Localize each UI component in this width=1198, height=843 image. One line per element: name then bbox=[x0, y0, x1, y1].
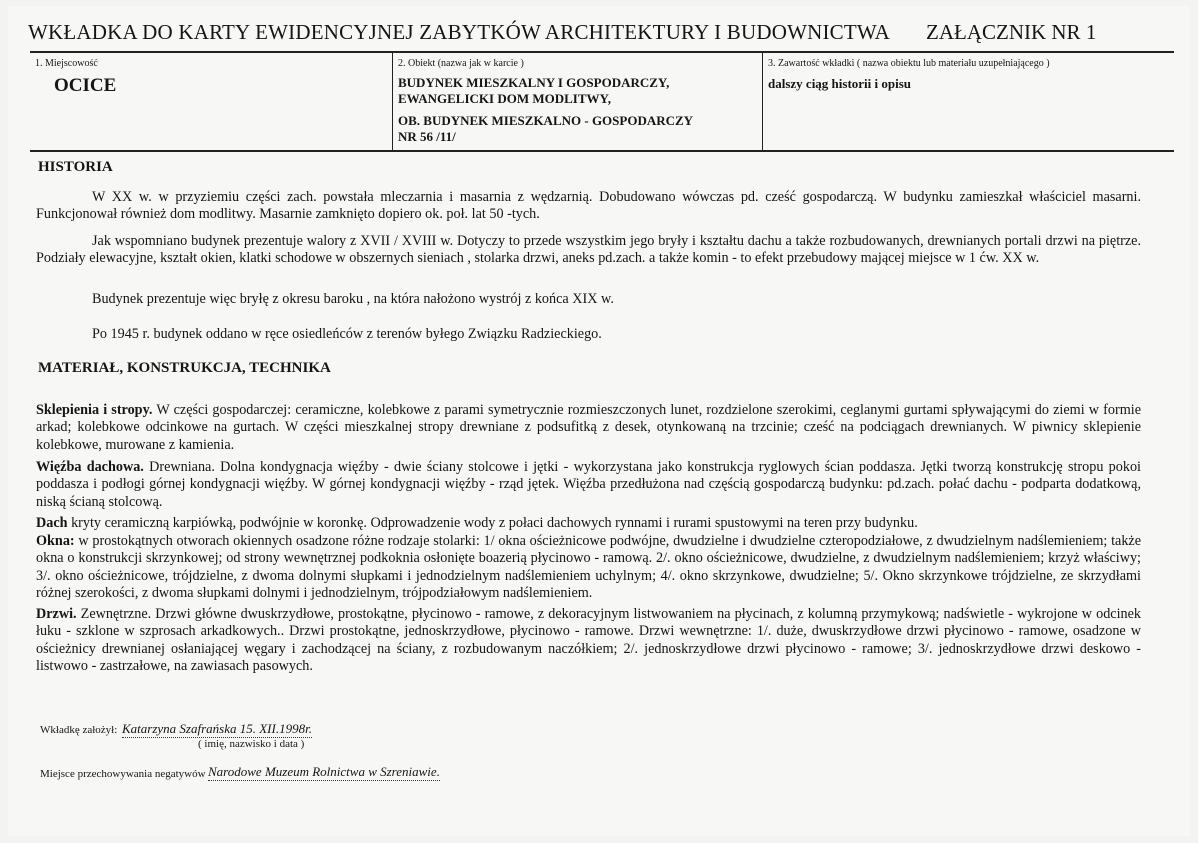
windows-paragraph bbox=[36, 533, 1141, 602]
windows-text: w prostokątnych otworach okiennych osadzone różne rodzaje stolarki: 1/ okna ościeżnicowe podwójne, dwudzielne i dwudzielne czteropodziałowe, z dwudzielnym nadślemieniem; także okna o konstrukcji skrzynkowej; od strony wewnętrznej podkoknia osłonięte boazerią płycinowo - ramową. 2/. okno ościeżnicowe, dwudzielne, z dwudzielnym nadślemieniem; krzyż właściwy; 3/. okno ościeżnicowe, trójdzielne, z dwoma dolnymi słupkami i jednodzielnym nadślemieniem uchylnym; 4/. okno skrzynkowe, dwudzielne; 5/. Okno skrzynkowe trójdzielne, ze skrzydłami różnej szerokości, z dwoma słupkami dolnymi i jednodzielnym, trójpodziałowym nadślemieniem. bbox=[36, 533, 1142, 601]
history-paragraph-4-text: Po 1945 r. budynek oddano w ręce osiedleńców z terenów byłego Związku Radzieckiego. bbox=[92, 326, 602, 342]
history-paragraph-1-text: W XX w. w przyziemiu części zach. powstała mleczarnia i masarnia z wędzarnią. Dobudowano wówczas pd. cześć gospodarczą. W budynku zamieszkał właściciel masarni. Funkcjonował również dom modlitwy. Masarnie zamknięto dopiero ok. poł. lat 50 -tych. bbox=[36, 189, 1141, 223]
place-cell bbox=[30, 53, 392, 150]
author-hint: ( imię, nazwisko i data ) bbox=[198, 738, 305, 750]
doors-paragraph bbox=[36, 606, 1141, 675]
history-paragraph-2 bbox=[36, 233, 1141, 268]
history-paragraph-4 bbox=[36, 326, 1141, 343]
history-paragraph-3 bbox=[36, 291, 1141, 308]
vaults-title: Sklepienia i stropy. bbox=[36, 402, 153, 418]
object-name-line-3: OB. BUDYNEK MIESZKALNO - GOSPODARCZY bbox=[398, 113, 694, 128]
history-paragraph-1 bbox=[36, 189, 1141, 224]
author-label: Wkładkę założył: bbox=[40, 724, 118, 736]
windows-title: Okna: bbox=[36, 533, 75, 549]
roof-paragraph bbox=[36, 515, 1141, 532]
header-fields-table bbox=[30, 51, 1174, 152]
content-value: dalszy ciąg historii i opisu bbox=[768, 76, 912, 91]
truss-title: Więźba dachowa. bbox=[36, 459, 144, 475]
storage-value: Narodowe Muzeum Rolnictwa w Szreniawie. bbox=[208, 764, 440, 779]
material-heading: MATERIAŁ, KONSTRUKCJA, TECHNIKA bbox=[38, 360, 331, 376]
object-label: 2. Obiekt (nazwa jak w karcie ) bbox=[398, 58, 524, 69]
truss-text: Drewniana. Dolna kondygnacja więźby - dwie ściany stolcowe i jętki - wykorzystana jako konstrukcja ryglowych ścian poddasza. Jętki tworzą konstrukcję stropu pokoi poddasza i podłogi górnej kondygnacji więźby. W górnej kondygnacji więźby - rząd jętek. Więźba przedłużona nad częścią gospodarczą budynku: pd.zach. połać dachu - podparta dodatkową, niską ścianą stolcową. bbox=[36, 459, 1141, 510]
doors-text: Zewnętrzne. Drzwi główne dwuskrzydłowe, prostokątne, płycinowo - ramowe, z dekoracyjnym listwowaniem na płycinach, z kolumną przymykową; nadświetle - wykrojone w odcinek łuku - szklone w szprosach arkadkowych.. Drzwi prostokątne, jednoskrzydłowe, płycinowo - ramowe. Drzwi wewnętrzne: 1/. duże, dwuskrzydłowe drzwi płycinowo - ramowe, osadzone w ościeżnicy drewnianej osłaniającej węgary i zachodzącej na ściany, z rozbudowanym naczółkiem; 2/. jednoskrzydłowe drzwi płycinowo - ramowe; 3/. jednoskrzydłowe drzwi deskowo - listwowo - zastrzałowe, na zawiasach pasowych. bbox=[36, 606, 1142, 674]
object-cell bbox=[392, 53, 762, 150]
document-title: WKŁADKA DO KARTY EWIDENCYJNEJ ZABYTKÓW ARCHITEKTURY I BUDOWNICTWA bbox=[28, 20, 890, 44]
doors-title: Drzwi. bbox=[36, 606, 77, 622]
record-sheet bbox=[8, 6, 1190, 836]
history-paragraph-2-text: Jak wspomniano budynek prezentuje walory z XVII / XVIII w. Dotyczy to przede wszystkim jego bryły i kształtu dachu a także rozbudowanych, drewnianych portali drzwi na piętrze. Podziały elewacyjne, kształt okien, klatki schodowe w obszernych sieniach , stolarka drzwi, aneks pd.zach. a także komin - to efekt przebudowy mającej miejsce w 1 ćw. XX w. bbox=[36, 233, 1141, 267]
object-name-line-4: NR 56 /11/ bbox=[398, 129, 456, 144]
object-name-line-1: BUDYNEK MIESZKALNY I GOSPODARCZY, bbox=[398, 75, 670, 90]
truss-paragraph bbox=[36, 459, 1141, 511]
object-name-line-2: EWANGELICKI DOM MODLITWY, bbox=[398, 91, 611, 106]
place-label: 1. Miejscowość bbox=[35, 58, 98, 69]
vaults-text: W części gospodarczej: ceramiczne, kolebkowe z parami symetrycznie rozmieszczonych lunet, rozdzielone szerokimi, ceglanymi gurtami spływającymi do ziemi w formie arkad; kolebkowe odcinkowe na gurtach. W części mieszkalnej stropy drewniane z podsufitką z desek, otynkowaną na trzcinie; cześć na podciągach drewnianych. W piwnicy sklepienie kolebkowe, murowane z kamienia. bbox=[36, 402, 1141, 453]
place-value: OCICE bbox=[54, 75, 117, 96]
roof-text: kryty ceramiczną karpiówką, podwójnie w koronkę. Odprowadzenie wody z połaci dachowych rynnami i rurami spustowymi na teren przy budynku. bbox=[71, 515, 918, 531]
history-heading: HISTORIA bbox=[38, 159, 113, 175]
vaults-paragraph bbox=[36, 402, 1141, 454]
history-paragraph-3-text: Budynek prezentuje więc bryłę z okresu baroku , na która nałożono wystrój z końca XIX w. bbox=[92, 291, 614, 307]
annex-number: ZAŁĄCZNIK NR 1 bbox=[926, 20, 1097, 44]
author-value: Katarzyna Szafrańska 15. XII.1998r. bbox=[122, 721, 312, 736]
roof-title: Dach bbox=[36, 515, 68, 531]
storage-label: Miejsce przechowywania negatywów bbox=[40, 768, 206, 780]
content-label: 3. Zawartość wkładki ( nazwa obiektu lub materiału uzupełniającego ) bbox=[768, 58, 1050, 69]
content-cell bbox=[762, 53, 1174, 150]
